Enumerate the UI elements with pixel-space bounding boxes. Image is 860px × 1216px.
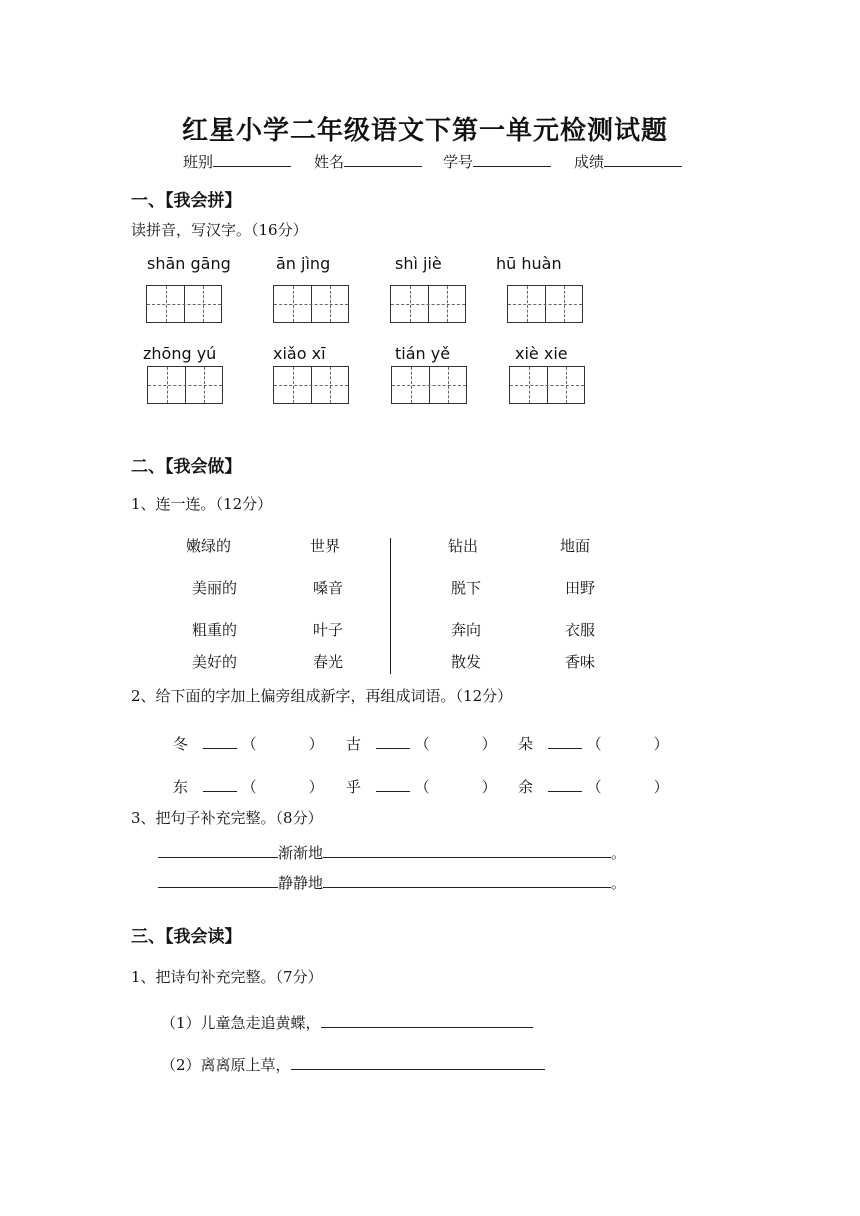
paren-close: ） <box>653 735 669 753</box>
info-label-score: 成绩 <box>574 153 605 171</box>
sentence-blank-before[interactable] <box>158 857 278 858</box>
writing-grid-8[interactable] <box>509 366 585 404</box>
match-left-3: 粗重的 <box>192 621 238 639</box>
writing-grid-4[interactable] <box>507 285 583 323</box>
match-left2-1: 世界 <box>310 537 341 555</box>
match-left2-3: 叶子 <box>313 621 344 639</box>
writing-grid-3[interactable] <box>390 285 466 323</box>
match-right-3: 奔向 <box>451 621 482 639</box>
info-label-class: 班别 <box>183 153 214 171</box>
pinyin-2: ān jìng <box>276 254 331 273</box>
radical-blank[interactable] <box>376 791 410 792</box>
pinyin-7: tián yě <box>395 344 451 363</box>
radical-item-2 <box>346 733 497 754</box>
paren-close: ） <box>653 778 669 796</box>
match-right2-1: 地面 <box>560 537 591 555</box>
radical-blank[interactable] <box>376 748 410 749</box>
radical-item-5 <box>346 776 497 797</box>
match-left-1: 嫩绿的 <box>186 537 232 555</box>
paren-close: ） <box>308 778 324 796</box>
sentence-1 <box>158 842 626 863</box>
poem-1 <box>161 1012 533 1033</box>
match-left2-4: 春光 <box>313 653 344 671</box>
radical-blank[interactable] <box>548 748 582 749</box>
writing-grid-7[interactable] <box>391 366 467 404</box>
writing-grid-6[interactable] <box>273 366 349 404</box>
page-title: 红星小学二年级语文下第一单元检测试题 <box>182 116 669 146</box>
match-left2-2: 嗓音 <box>313 579 344 597</box>
name-blank[interactable] <box>344 166 422 167</box>
section2-q3: 3、把句子补充完整。（8分） <box>131 809 323 827</box>
radical-item-4 <box>173 776 324 797</box>
section3-heading: 三、【我会读】 <box>131 927 242 947</box>
radical-blank[interactable] <box>548 791 582 792</box>
paren-open: （ <box>586 735 602 753</box>
section2-q2: 2、给下面的字加上偏旁组成新字，再组成词语。（12分） <box>131 687 513 705</box>
sentence-blank-after[interactable] <box>323 887 611 888</box>
number-blank[interactable] <box>473 166 551 167</box>
match-right-1: 钻出 <box>448 537 479 555</box>
poem-line: （2）离离原上草， <box>161 1056 291 1074</box>
poem-blank[interactable] <box>291 1069 545 1070</box>
pinyin-3: shì jiè <box>395 254 442 273</box>
paren-open: （ <box>241 778 257 796</box>
paren-open: （ <box>241 735 257 753</box>
radical-blank[interactable] <box>203 791 237 792</box>
radical-item-6 <box>518 776 669 797</box>
match-right-4: 散发 <box>451 653 482 671</box>
radical-item-1 <box>173 733 324 754</box>
pinyin-6: xiǎo xī <box>273 344 326 363</box>
score-blank[interactable] <box>604 166 682 167</box>
sentence-period: 。 <box>611 874 627 892</box>
writing-grid-2[interactable] <box>273 285 349 323</box>
sentence-blank-after[interactable] <box>323 857 611 858</box>
info-label-name: 姓名 <box>314 153 345 171</box>
match-left-2: 美丽的 <box>192 579 238 597</box>
section3-q1: 1、把诗句补充完整。（7分） <box>131 968 323 986</box>
radical-item-3 <box>518 733 669 754</box>
writing-grid-1[interactable] <box>146 285 222 323</box>
match-right2-4: 香味 <box>565 653 596 671</box>
sentence-period: 。 <box>611 844 627 862</box>
info-score <box>574 151 682 172</box>
match-right-2: 脱下 <box>451 579 482 597</box>
pinyin-5: zhōng yú <box>143 344 217 363</box>
radical-char: 乎 <box>346 778 362 796</box>
sentence-word: 渐渐地 <box>278 844 324 862</box>
paren-close: ） <box>481 735 497 753</box>
writing-grid-5[interactable] <box>147 366 223 404</box>
paren-open: （ <box>414 778 430 796</box>
info-name <box>314 151 422 172</box>
section1-instruction: 读拼音，写汉字。（16分） <box>131 221 308 239</box>
section2-heading: 二、【我会做】 <box>131 457 242 477</box>
radical-char: 古 <box>346 735 362 753</box>
poem-line: （1）儿童急走追黄蝶， <box>161 1014 321 1032</box>
pinyin-4: hū huàn <box>496 254 562 273</box>
radical-blank[interactable] <box>203 748 237 749</box>
sentence-blank-before[interactable] <box>158 887 278 888</box>
poem-blank[interactable] <box>321 1027 533 1028</box>
divider-line <box>390 538 391 674</box>
sentence-2 <box>158 872 626 893</box>
radical-char: 冬 <box>173 735 189 753</box>
radical-char: 余 <box>518 778 534 796</box>
radical-char: 东 <box>173 778 189 796</box>
section1-heading: 一、【我会拼】 <box>131 191 242 211</box>
paren-close: ） <box>308 735 324 753</box>
pinyin-8: xiè xie <box>515 344 568 363</box>
match-right2-2: 田野 <box>565 579 596 597</box>
section2-q1: 1、连一连。（12分） <box>131 495 273 513</box>
match-right2-3: 衣服 <box>565 621 596 639</box>
info-class <box>183 151 291 172</box>
info-number <box>443 151 551 172</box>
pinyin-1: shān gāng <box>147 254 231 273</box>
radical-char: 朵 <box>518 735 534 753</box>
paren-open: （ <box>414 735 430 753</box>
poem-2 <box>161 1054 545 1075</box>
sentence-word: 静静地 <box>278 874 324 892</box>
info-label-number: 学号 <box>443 153 474 171</box>
paren-close: ） <box>481 778 497 796</box>
match-left-4: 美好的 <box>192 653 238 671</box>
class-blank[interactable] <box>213 166 291 167</box>
paren-open: （ <box>586 778 602 796</box>
